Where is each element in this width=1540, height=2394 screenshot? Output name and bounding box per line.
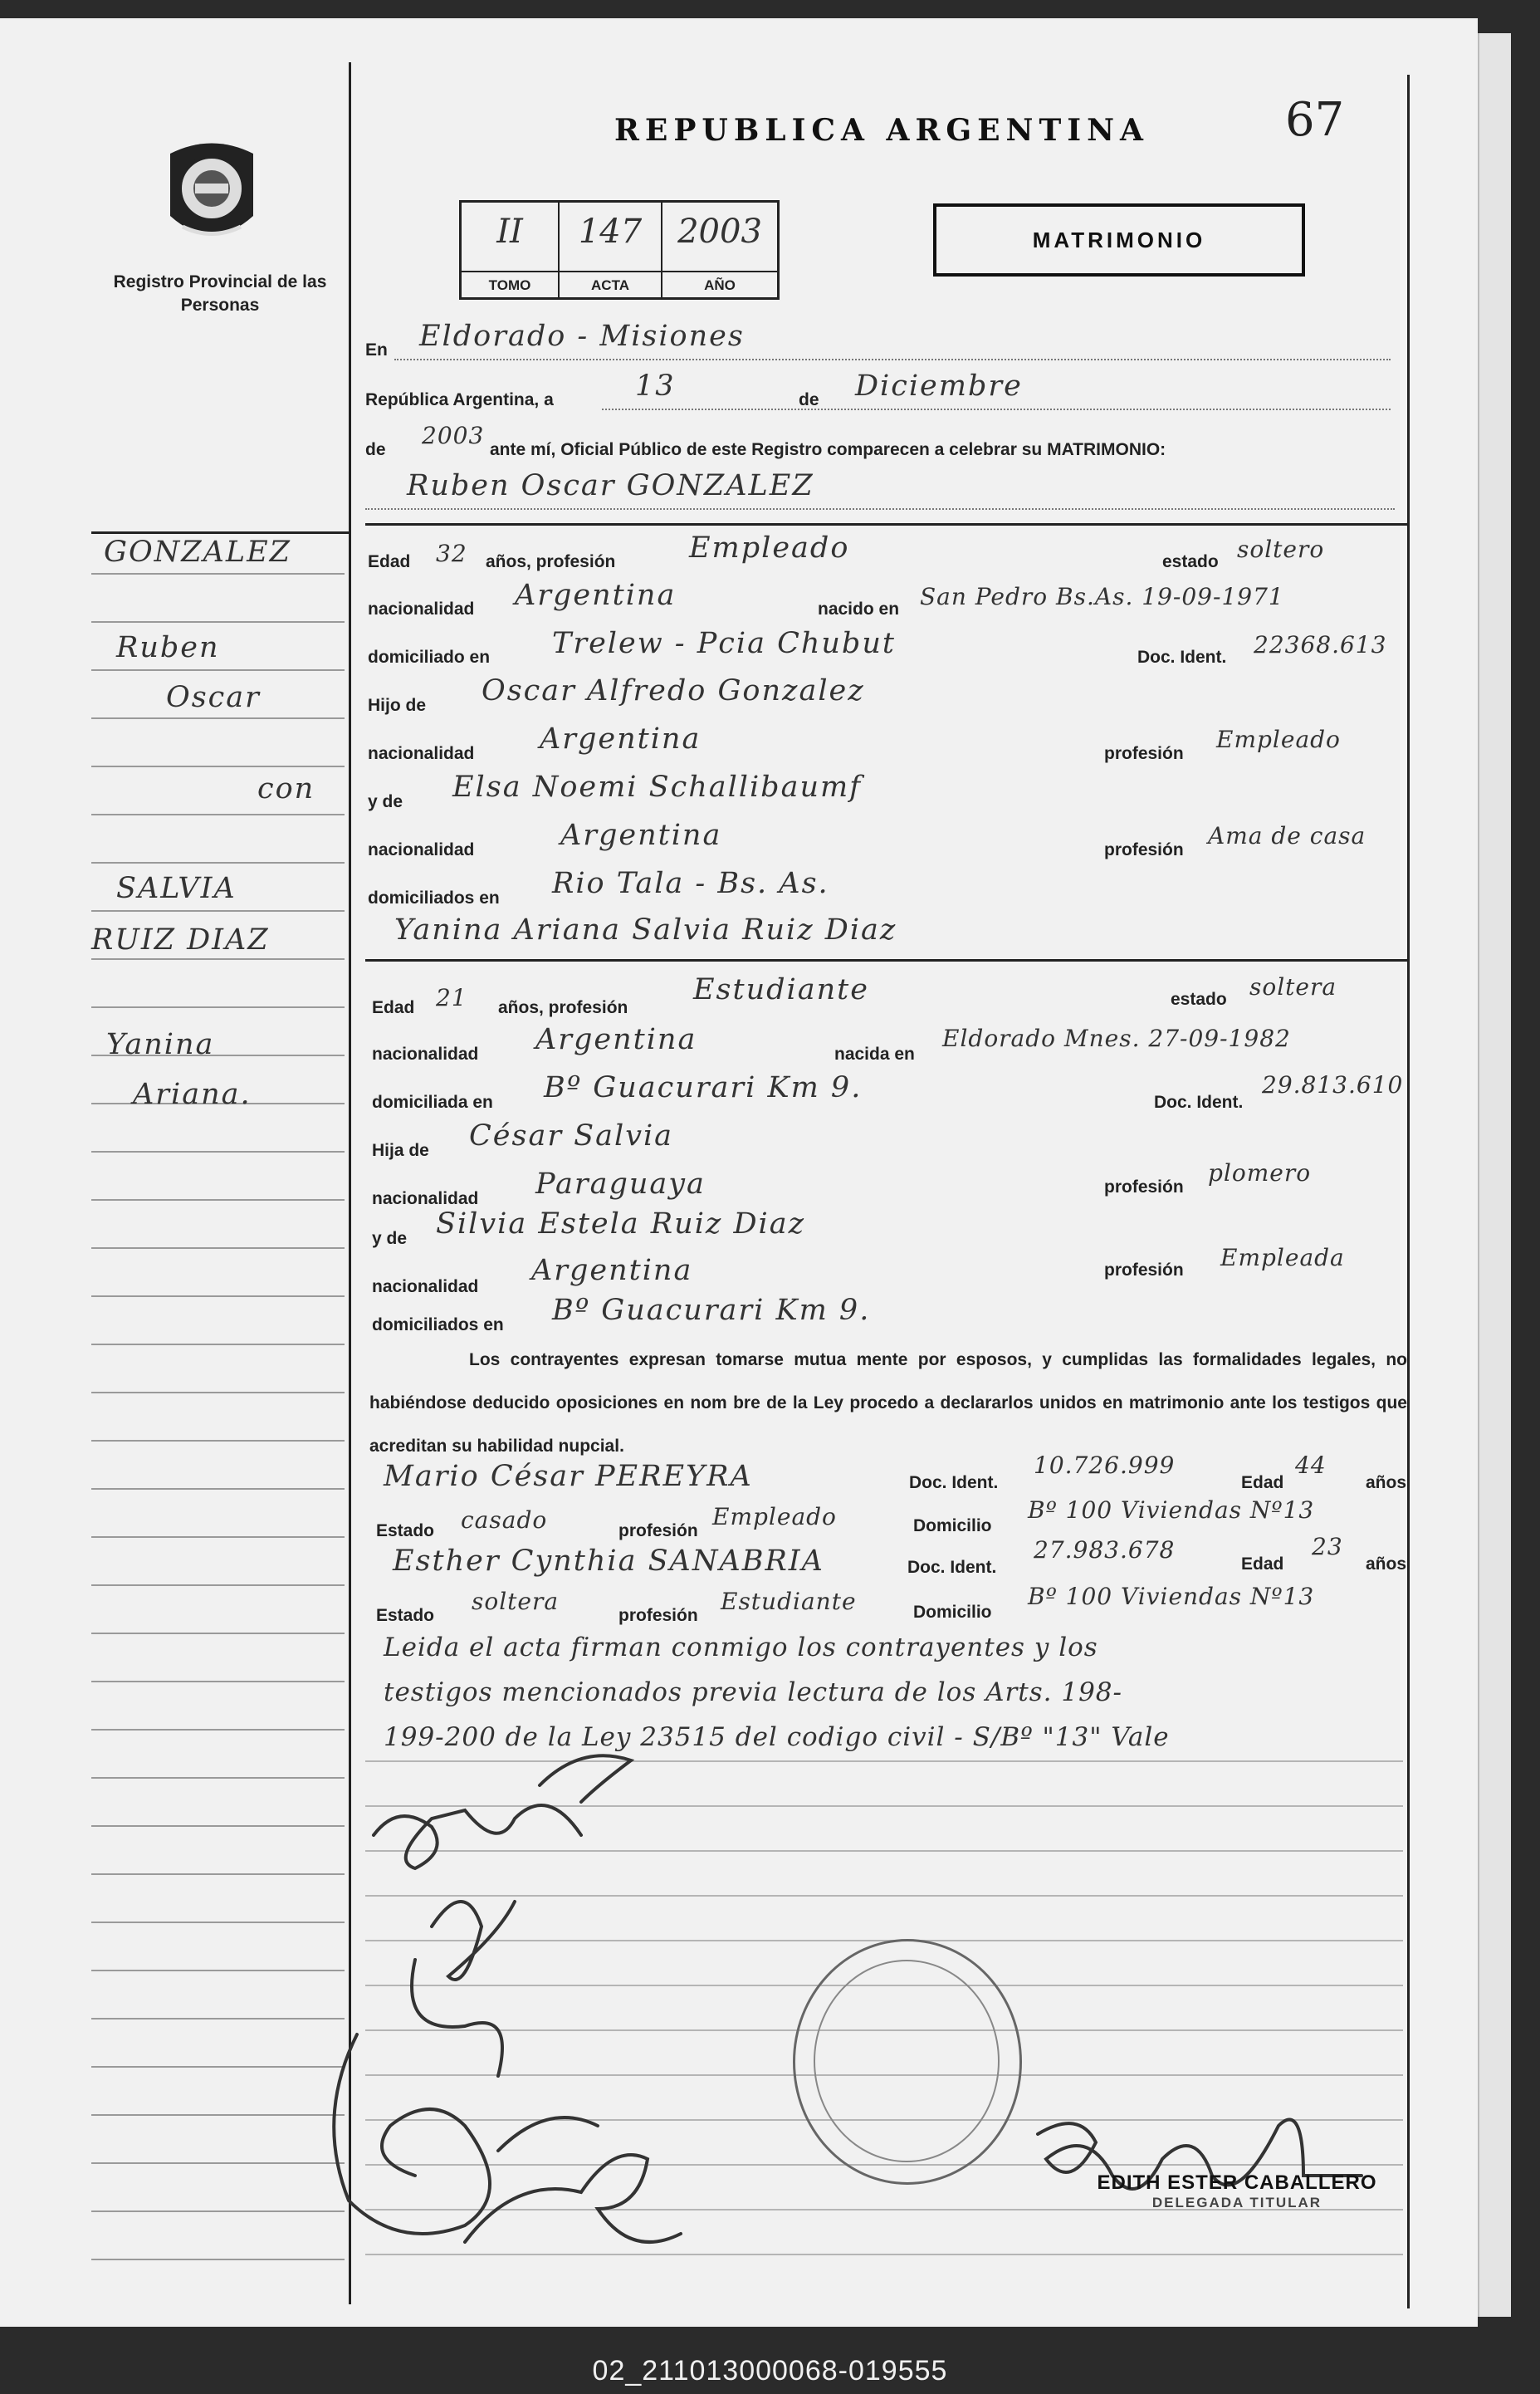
bride-estado: soltera — [1249, 973, 1337, 1001]
year-value: 2003 — [422, 422, 485, 449]
groom-padre-nac: Argentina — [540, 722, 702, 756]
closing-note-line-2: testigos mencionados previa lectura de los Arts. 198- — [384, 1677, 1122, 1707]
bride-dom-label: domiciliada en — [372, 1093, 493, 1112]
bride-hija-label: Hija de — [372, 1141, 429, 1160]
groom-madre-nac-label: nacionalidad — [368, 840, 475, 859]
groom-nacido: San Pedro Bs.As. 19-09-1971 — [920, 583, 1284, 610]
bride-edad: 21 — [436, 984, 467, 1011]
groom-madre-prof: Ama de casa — [1208, 822, 1366, 849]
bride-estado-label: estado — [1171, 990, 1227, 1009]
groom-dom-label: domiciliado en — [368, 648, 491, 667]
groom-nac-label: nacionalidad — [368, 600, 475, 619]
margin-conjunction: con — [257, 772, 315, 805]
witness2-estado-label: Estado — [376, 1606, 435, 1625]
groom-padre-prof-label: profesión — [1104, 744, 1184, 763]
witness1-profesion-label: profesión — [618, 1521, 698, 1540]
republica-label: República Argentina, a — [365, 390, 554, 409]
witness2-profesion-label: profesión — [618, 1606, 698, 1625]
groom-madre-nac: Argentina — [560, 819, 722, 852]
margin-groom-given-2: Oscar — [166, 681, 261, 714]
signature-witness-2 — [465, 2117, 681, 2242]
witness1-name: Mario César PEREYRA — [384, 1460, 753, 1493]
margin-bride-given-2: Ariana. — [133, 1078, 252, 1111]
groom-madre: Elsa Noemi Schallibaumf — [452, 771, 863, 804]
groom-padres-dom-label: domiciliados en — [368, 889, 500, 908]
margin-groom-given-1: Ruben — [116, 631, 220, 664]
bride-madre: Silvia Estela Ruiz Diaz — [436, 1207, 806, 1241]
bride-madre-prof: Empleada — [1220, 1244, 1345, 1271]
bride-padre-nac-label: nacionalidad — [372, 1189, 479, 1208]
bride-profesion: Estudiante — [693, 973, 869, 1006]
ano-label: AÑO — [704, 277, 736, 293]
witness2-domicilio-label: Domicilio — [913, 1603, 992, 1622]
witness1-profesion: Empleado — [712, 1503, 837, 1530]
witness1-anos-label: años — [1366, 1473, 1407, 1492]
en-label: En — [365, 340, 388, 360]
witness2-edad-label: Edad — [1241, 1554, 1284, 1574]
groom-estado-label: estado — [1162, 552, 1219, 571]
bride-madre-nac-label: nacionalidad — [372, 1277, 479, 1296]
witness2-doc: 27.983.678 — [1034, 1536, 1176, 1564]
groom-doc: 22368.613 — [1254, 631, 1387, 658]
margin-bride-surname-2: RUIZ DIAZ — [91, 923, 270, 957]
bride-edad-label: Edad — [372, 998, 415, 1017]
closing-note-line-3: 199-200 de la Ley 23515 del codigo civil - S/Bº "13" Vale — [384, 1722, 1170, 1752]
country-title: REPUBLICA ARGENTINA — [614, 113, 1149, 148]
groom-fullname: Ruben Oscar GONZALEZ — [407, 469, 814, 502]
groom-edad: 32 — [436, 540, 467, 567]
groom-estado: soltero — [1237, 536, 1325, 563]
image-id-footer: 02_211013000068-019555 — [592, 2355, 948, 2387]
tomo-value: II — [496, 213, 523, 251]
signature-bride — [412, 1902, 515, 2076]
witness1-edad-label: Edad — [1241, 1473, 1284, 1492]
acta-value: 147 — [578, 213, 643, 251]
margin-bride-given-1: Yanina — [106, 1028, 215, 1061]
bride-padre-prof: plomero — [1208, 1159, 1312, 1187]
bride-padre-nac: Paraguaya — [535, 1168, 706, 1201]
witness2-profesion: Estudiante — [721, 1588, 857, 1615]
bride-profesion-label: años, profesión — [498, 998, 628, 1017]
groom-profesion: Empleado — [689, 531, 850, 565]
witness1-doc: 10.726.999 — [1034, 1452, 1176, 1479]
witness1-doc-label: Doc. Ident. — [909, 1473, 999, 1492]
groom-nacido-label: nacido en — [818, 600, 900, 619]
bride-madre-prof-label: profesión — [1104, 1261, 1184, 1280]
bride-padre-prof-label: profesión — [1104, 1177, 1184, 1197]
signature-witness-1 — [334, 2034, 490, 2234]
groom-edad-label: Edad — [368, 552, 411, 571]
groom-domicilio: Trelew - Pcia Chubut — [552, 627, 896, 660]
bride-padres-dom-label: domiciliados en — [372, 1315, 504, 1334]
groom-madre-prof-label: profesión — [1104, 840, 1184, 859]
ano-value: 2003 — [677, 213, 762, 251]
bride-domicilio: Bº Guacurari Km 9. — [544, 1071, 863, 1104]
witness1-edad: 44 — [1295, 1452, 1327, 1479]
witness1-domicilio: Bº 100 Viviendas Nº13 — [1028, 1496, 1315, 1524]
margin-groom-surname: GONZALEZ — [104, 536, 291, 569]
witness2-doc-label: Doc. Ident. — [907, 1558, 997, 1577]
bride-nac-label: nacionalidad — [372, 1045, 479, 1064]
witness1-estado-label: Estado — [376, 1521, 435, 1540]
groom-doc-label: Doc. Ident. — [1137, 648, 1227, 667]
tomo-label: TOMO — [488, 277, 531, 293]
official-name: EDITH ESTER CABALLERO — [1097, 2171, 1377, 2194]
intro-text: ante mí, Oficial Público de este Registro comparecen a celebrar su MATRIMONIO: — [490, 440, 1166, 459]
bride-madre-nac: Argentina — [531, 1254, 693, 1287]
groom-nacionalidad: Argentina — [515, 579, 677, 612]
year-de-label: de — [365, 440, 386, 459]
record-type-box: MATRIMONIO — [933, 203, 1305, 277]
bride-yde-label: y de — [372, 1229, 408, 1248]
signature-groom — [374, 1755, 631, 1868]
folio-number: 67 — [1285, 93, 1345, 147]
official-name-stamp — [1079, 2171, 1395, 2211]
declaration-text: Los contrayentes expresan tomarse mutua mente por esposos, y cumplidas las formalidades legales, no habiéndose deducido oposiciones en nom bre de la Ley procedo a declararlos unidos en matrimonio ante los testigos que acreditan su habilidad nupcial. — [369, 1350, 1407, 1456]
bride-doc: 29.813.610 — [1262, 1071, 1404, 1099]
place-value: Eldorado - Misiones — [419, 320, 745, 353]
witness2-name: Esther Cynthia SANABRIA — [393, 1545, 824, 1578]
bride-doc-label: Doc. Ident. — [1154, 1093, 1244, 1112]
acta-label: ACTA — [591, 277, 629, 293]
groom-hijo-label: Hijo de — [368, 696, 427, 715]
groom-padre-prof: Empleado — [1216, 726, 1341, 753]
bride-nacida: Eldorado Mnes. 27-09-1982 — [942, 1025, 1291, 1052]
groom-padres-dom: Rio Tala - Bs. As. — [552, 867, 829, 900]
witness2-anos-label: años — [1366, 1554, 1407, 1574]
groom-padre: Oscar Alfredo Gonzalez — [482, 674, 865, 707]
official-role: DELEGADA TITULAR — [1151, 2195, 1322, 2210]
bride-padres-dom: Bº Guacurari Km 9. — [552, 1294, 871, 1327]
witness1-estado: casado — [461, 1506, 548, 1534]
day-value: 13 — [635, 370, 676, 403]
closing-note-line-1: Leida el acta firman conmigo los contrayentes y los — [384, 1633, 1098, 1662]
witness1-domicilio-label: Domicilio — [913, 1516, 992, 1535]
registry-name: Registro Provincial de las Personas — [113, 272, 327, 315]
witness2-edad: 23 — [1312, 1533, 1343, 1560]
groom-profesion-label: años, profesión — [486, 552, 616, 571]
witness2-domicilio: Bº 100 Viviendas Nº13 — [1028, 1583, 1315, 1610]
bride-fullname: Yanina Ariana Salvia Ruiz Diaz — [394, 913, 897, 947]
de-label: de — [799, 390, 819, 409]
bride-nacionalidad: Argentina — [535, 1023, 697, 1056]
witness2-estado: soltera — [472, 1588, 560, 1615]
bride-padre: César Salvia — [469, 1119, 674, 1153]
bride-nacida-label: nacida en — [834, 1045, 915, 1064]
groom-yde-label: y de — [368, 792, 403, 811]
margin-bride-surname-1: SALVIA — [116, 872, 237, 905]
month-value: Diciembre — [855, 370, 1023, 403]
groom-padre-nac-label: nacionalidad — [368, 744, 475, 763]
